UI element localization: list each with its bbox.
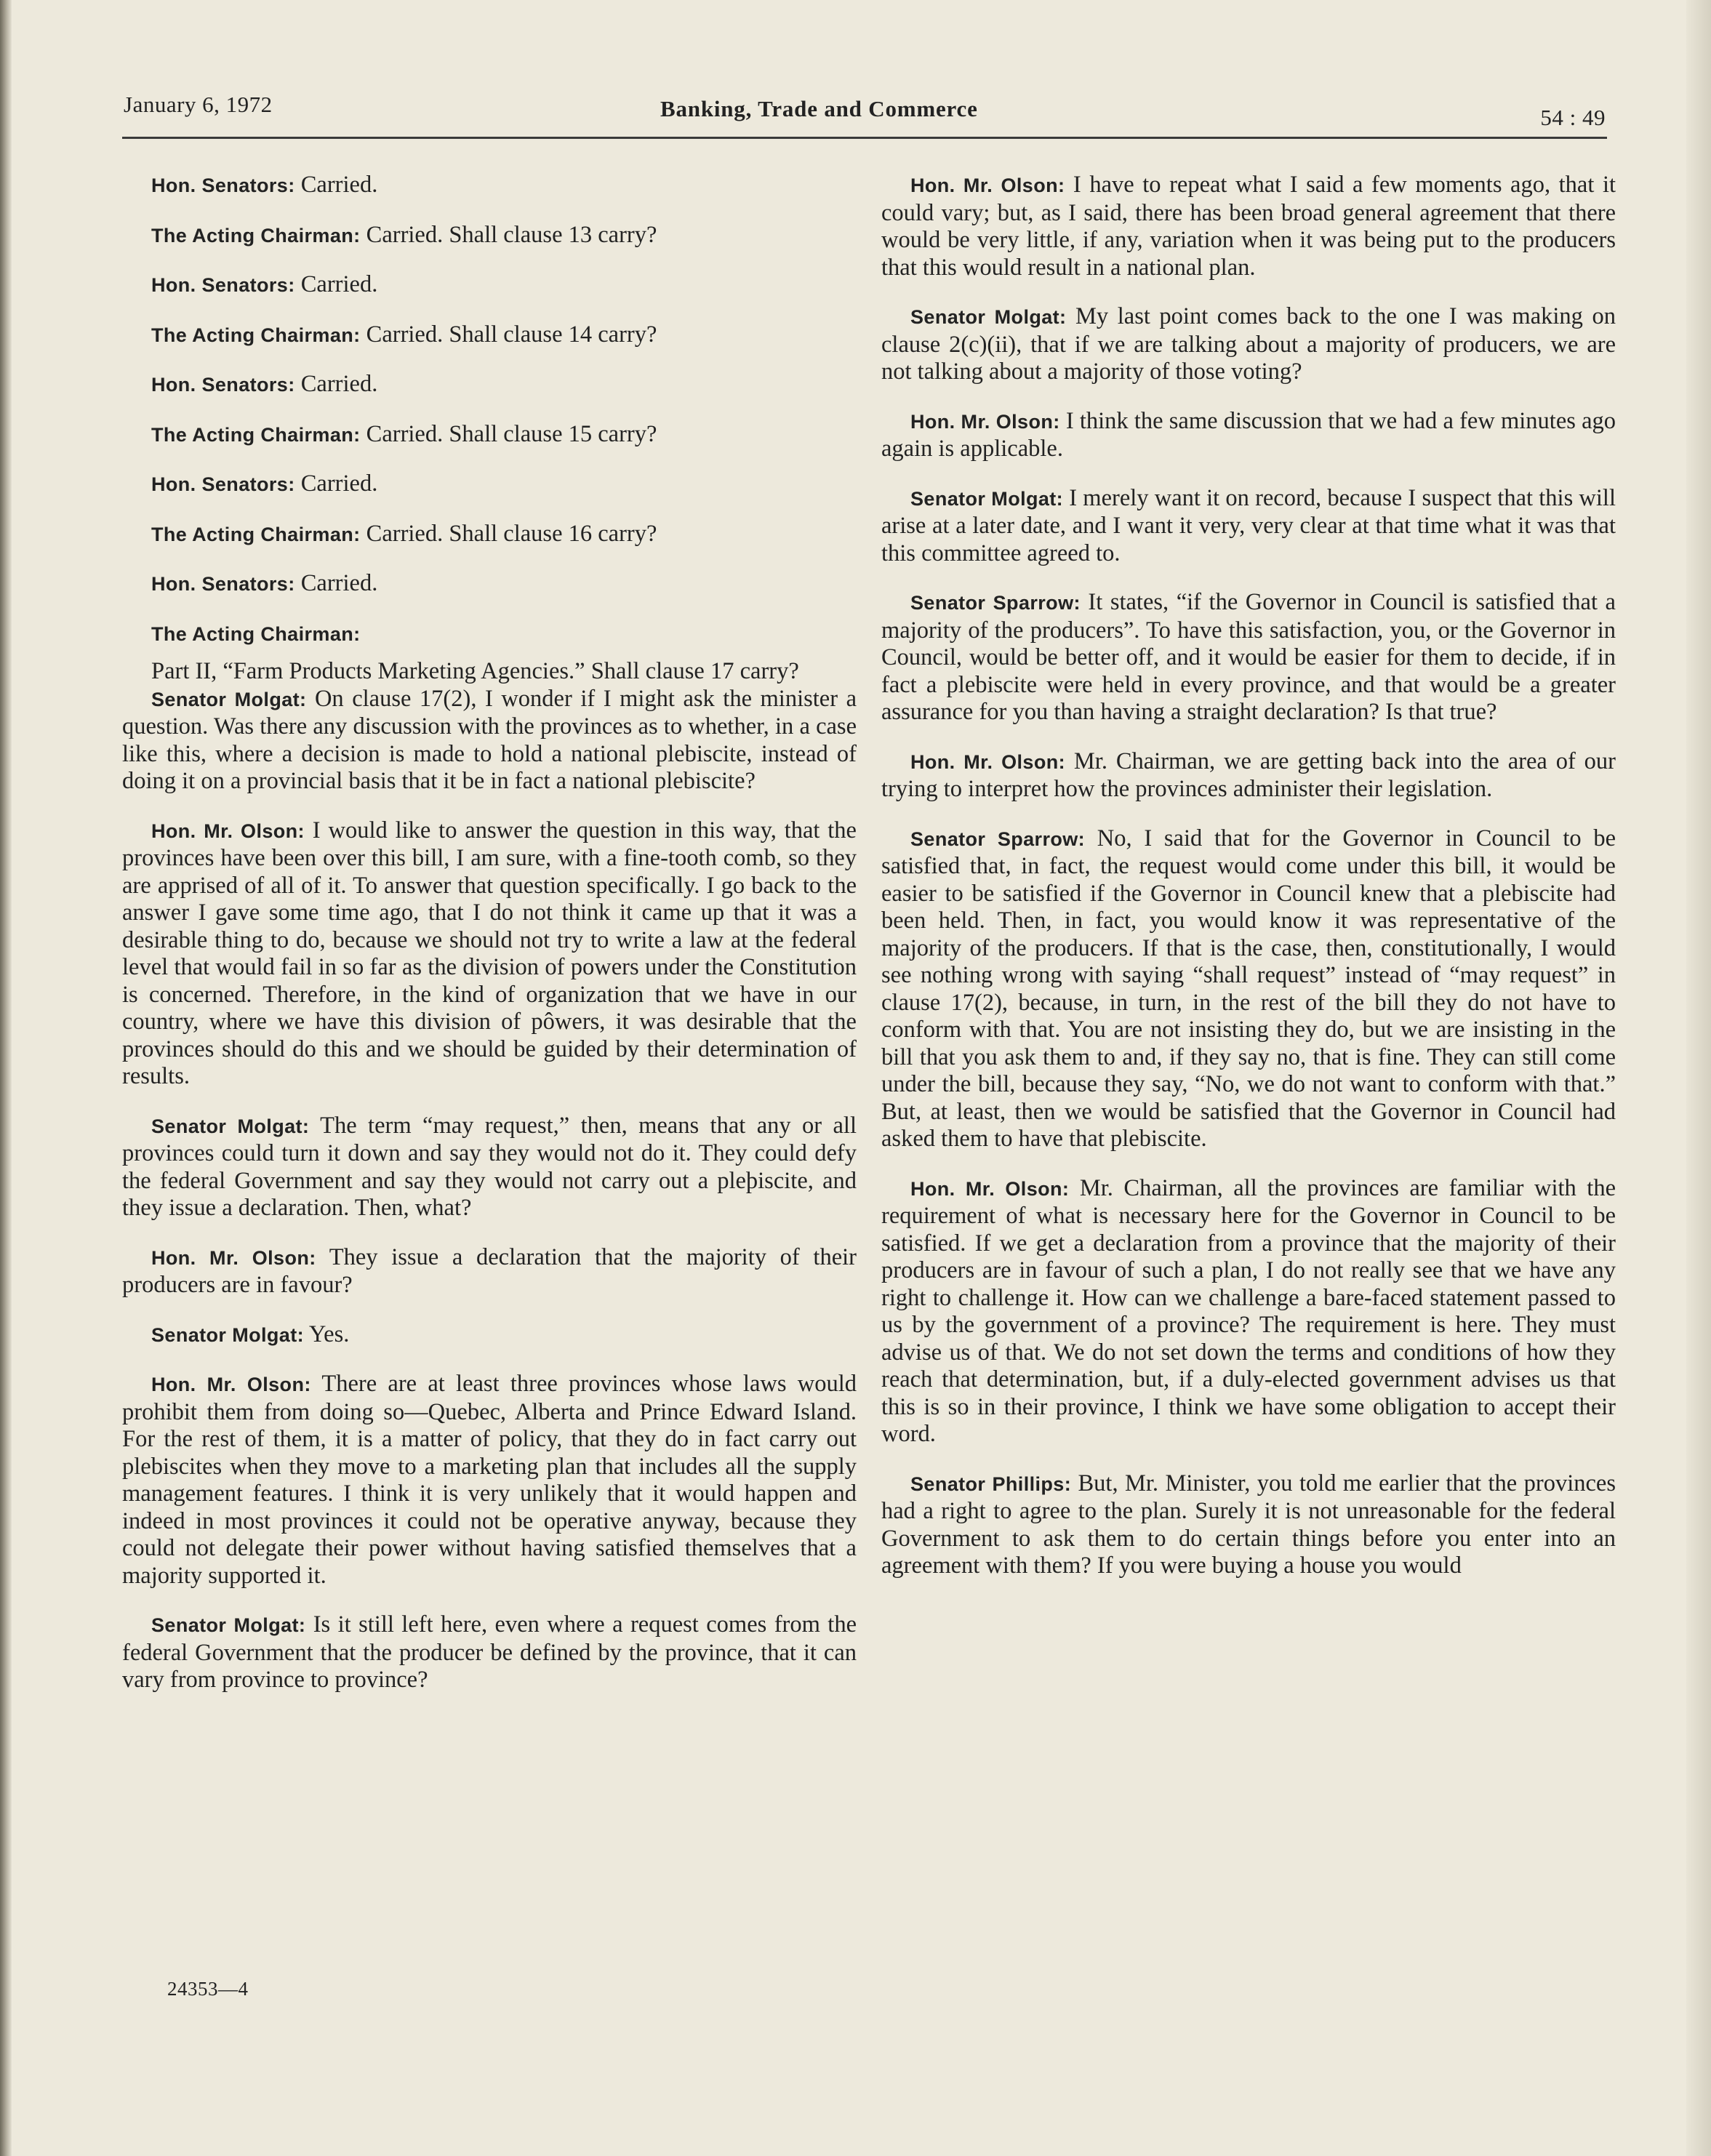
speaker-name: Hon. Mr. Olson: bbox=[910, 1177, 1070, 1200]
speech-text: Carried. Shall clause 14 carry? bbox=[360, 321, 657, 348]
speech-paragraph bbox=[122, 521, 857, 549]
speaker-name: The Acting Chairman: bbox=[151, 622, 361, 645]
speaker-name: Senator Molgat: bbox=[151, 688, 307, 710]
page-edge-shadow bbox=[1686, 0, 1711, 2156]
header-journal-title: Banking, Trade and Commerce bbox=[660, 96, 978, 121]
speech-paragraph bbox=[122, 658, 857, 686]
speaker-name: Hon. Senators: bbox=[151, 274, 295, 296]
speaker-name: Senator Sparrow: bbox=[910, 827, 1086, 850]
speech-text: Carried. bbox=[294, 271, 378, 297]
speech-text: Carried. Shall clause 13 carry? bbox=[360, 221, 657, 248]
speech-paragraph bbox=[122, 1371, 857, 1590]
speech-paragraph bbox=[122, 1244, 857, 1299]
speech-text: I merely want it on record, because I suspect that this will arise at a later date, and I want it very, very clear at that time what it was that this committee agreed to. bbox=[881, 484, 1616, 566]
speech-text: Mr. Chairman, we are getting back into the area of our trying to interpret how the provinces administer their legislation. bbox=[881, 748, 1616, 802]
book-binding-shadow bbox=[0, 0, 12, 2156]
speaker-name: Hon. Senators: bbox=[151, 175, 295, 196]
speaker-name: The Acting Chairman: bbox=[151, 224, 361, 247]
speech-text: Yes. bbox=[304, 1321, 350, 1347]
speech-text: I have to repeat what I said a few moments ago, that it could vary; but, as I said, there has been broad general agreement that there would be very little, if any, variation when it was being put to the producers that this would result in a national plan. bbox=[881, 172, 1616, 281]
speaker-name: Senator Molgat: bbox=[910, 306, 1067, 328]
speaker-name: Senator Phillips: bbox=[910, 1472, 1072, 1495]
speaker-name: Hon. Mr. Olson: bbox=[151, 1374, 311, 1395]
speaker-name: Hon. Mr. Olson: bbox=[151, 1246, 316, 1269]
speech-paragraph bbox=[881, 748, 1616, 804]
speech-text: Carried. bbox=[294, 172, 378, 198]
speech-paragraph bbox=[122, 570, 857, 598]
speech-paragraph bbox=[122, 686, 857, 796]
speech-paragraph bbox=[881, 303, 1616, 386]
speaker-name: The Acting Chairman: bbox=[151, 423, 361, 446]
speaker-name: Hon. Senators: bbox=[151, 374, 295, 396]
speaker-name: Senator Sparrow: bbox=[910, 592, 1081, 614]
speech-text: Is it still left here, even where a request comes from the federal Government that the producer be defined by the province, that it can vary from province to province? bbox=[122, 1611, 857, 1693]
speech-text: My last point comes back to the one I was making on clause 2(c)(ii), that if we are talking about a majority of producers, we are not talking about a majority of those voting? bbox=[881, 303, 1616, 385]
running-header bbox=[122, 86, 1607, 139]
speech-text: But, Mr. Minister, you told me earlier that the provinces had a right to agree to the plan. Surely it is not unreasonable for the federal Government to ask them to do certain things before you enter into an agreement with them? If you were buying a house you would bbox=[881, 1470, 1616, 1579]
speech-text: Carried. bbox=[294, 570, 378, 596]
speech-text: The term “may request,” then, means that any or all provinces could turn it down and say they would not do it. They could defy the federal Government and say they would not carry out a pleþiscite, and they issue a declaration. Then, what? bbox=[122, 1112, 857, 1221]
speech-paragraph bbox=[881, 172, 1616, 281]
speech-paragraph bbox=[122, 222, 857, 250]
speech-paragraph bbox=[881, 408, 1616, 463]
speech-paragraph bbox=[122, 1321, 857, 1350]
speech-paragraph bbox=[122, 817, 857, 1091]
speaker-name: Hon. Mr. Olson: bbox=[910, 175, 1065, 196]
speech-paragraph bbox=[122, 470, 857, 499]
speech-text: I think the same discussion that we had a few minutes ago again is applicable. bbox=[881, 407, 1616, 462]
speech-text: Carried. Shall clause 16 carry? bbox=[360, 520, 657, 547]
speech-paragraph bbox=[122, 1611, 857, 1694]
speaker-name: The Acting Chairman: bbox=[151, 523, 361, 545]
speech-text: I would like to answer the question in this way, that the provinces have been over this bill, I am sure, with a fine-tooth comb, so they are apprised of all of it. To answer that question specifically. I go back to the answer I gave some time ago, that I do not think it came up that it was a desirable thing to do, because we should not try to write a law at the federal level that would fail in so far as the division of powers under the Constitution is concerned. Therefore, in the kind of organization that we have in our country, where we have this division of pôwers, it was desirable that the provinces should do this and we should be guided by their determination of results. bbox=[122, 817, 857, 1089]
left-column bbox=[122, 172, 857, 1716]
speech-paragraph bbox=[122, 620, 857, 649]
speech-paragraph bbox=[122, 1113, 857, 1222]
speech-paragraph bbox=[881, 1175, 1616, 1448]
speech-paragraph bbox=[881, 1470, 1616, 1580]
speaker-name: The Acting Chairman: bbox=[151, 324, 361, 346]
header-page-number: 54 : 49 bbox=[1540, 105, 1606, 130]
speech-paragraph bbox=[122, 371, 857, 399]
speech-text: Carried. bbox=[294, 371, 378, 397]
header-date: January 6, 1972 bbox=[124, 92, 273, 117]
footer-signature-mark: 24353—4 bbox=[167, 1978, 249, 2000]
speech-paragraph bbox=[881, 485, 1616, 568]
speaker-name: Hon. Senators: bbox=[151, 473, 295, 495]
speech-paragraph bbox=[122, 271, 857, 300]
speech-text: On clause 17(2), I wonder if I might ask the minister a question. Was there any discussion with the provinces as to whether, in a case like this, where a decision is made to hold a national plebiscite, instead of doing it on a provincial basis that it be in fact a national plebiscite? bbox=[122, 685, 857, 794]
speech-paragraph bbox=[122, 421, 857, 449]
speaker-name: Hon. Senators: bbox=[151, 573, 295, 595]
speech-text: They issue a declaration that the majority of their producers are in favour? bbox=[122, 1243, 857, 1298]
speech-paragraph bbox=[881, 825, 1616, 1153]
speech-text: There are at least three provinces whose laws would prohibit them from doing so—Quebec, Alberta and Prince Edward Island. For the rest of them, it is a matter of policy, that they do in fact carry out plebiscites when they move to a marketing plan that includes all the supply management features. I think it is very unlikely that it would happen and indeed in most provinces it could not be operative anyway, because they could not delegate their power without having satisfied themselves that a majority supported it. bbox=[122, 1371, 857, 1589]
speech-paragraph bbox=[122, 321, 857, 350]
speech-paragraph bbox=[881, 589, 1616, 726]
speech-text: Mr. Chairman, all the provinces are familiar with the requirement of what is necessary here for the Governor in Council to be satisfied. If we get a declaration from a province that the majority of their producers are in favour of such a plan, I do not really see that we have any right to challenge it. How can we challenge a bare-faced statement passed to us by the government of a province? The requirement is here. They must advise us of that. We do not set down the terms and conditions of how they reach that determination, but, if a duly-elected government advises us that this is so in their province, I think we have some obligation to accept their word. bbox=[881, 1174, 1616, 1447]
speaker-name: Hon. Mr. Olson: bbox=[910, 410, 1060, 433]
speech-text: Part II, “Farm Products Marketing Agencies.” Shall clause 17 carry? bbox=[151, 658, 799, 684]
speech-text: Carried. bbox=[294, 470, 378, 497]
speech-text: It states, “if the Governor in Council is satisfied that a majority of the producers”. To have this satisfaction, you, or the Governor in Council, would be better off, and it would be easier for them to decide, if in fact a plebiscite were held in every province, and that would be a greater assurance for you than having a straight declaration? Is that true? bbox=[881, 589, 1616, 725]
speaker-name: Senator Molgat: bbox=[151, 1614, 306, 1636]
speech-paragraph bbox=[122, 172, 857, 200]
speaker-name: Senator Molgat: bbox=[910, 487, 1064, 510]
speech-text: Carried. Shall clause 15 carry? bbox=[360, 420, 657, 447]
speaker-name: Senator Molgat: bbox=[151, 1115, 310, 1137]
speech-text: No, I said that for the Governor in Council to be satisfied that, in fact, the request would come under this bill, it would be easier to be satisfied if the Governor in Council knew that a plebiscite had been held. Then, in fact, you would know it was representative of the majority of the producers. If that is the case, then, constitutionally, I would see nothing wrong with saying “shall request” instead of “may request” in clause 17(2), because, in turn, in the rest of the bill they do not have to conform with that. You are not insisting they do, but we are insisting in the bill that you ask them to and, if they say no, that is fine. They can still come under the bill, because they say, “No, we do not want to conform with that.” But, at least, then we would be satisfied that the Governor in Council had asked them to have that plebiscite. bbox=[881, 825, 1616, 1152]
speaker-name: Senator Molgat: bbox=[151, 1323, 305, 1346]
right-column bbox=[881, 172, 1616, 1602]
speaker-name: Hon. Mr. Olson: bbox=[151, 819, 305, 842]
speaker-name: Hon. Mr. Olson: bbox=[910, 750, 1066, 773]
